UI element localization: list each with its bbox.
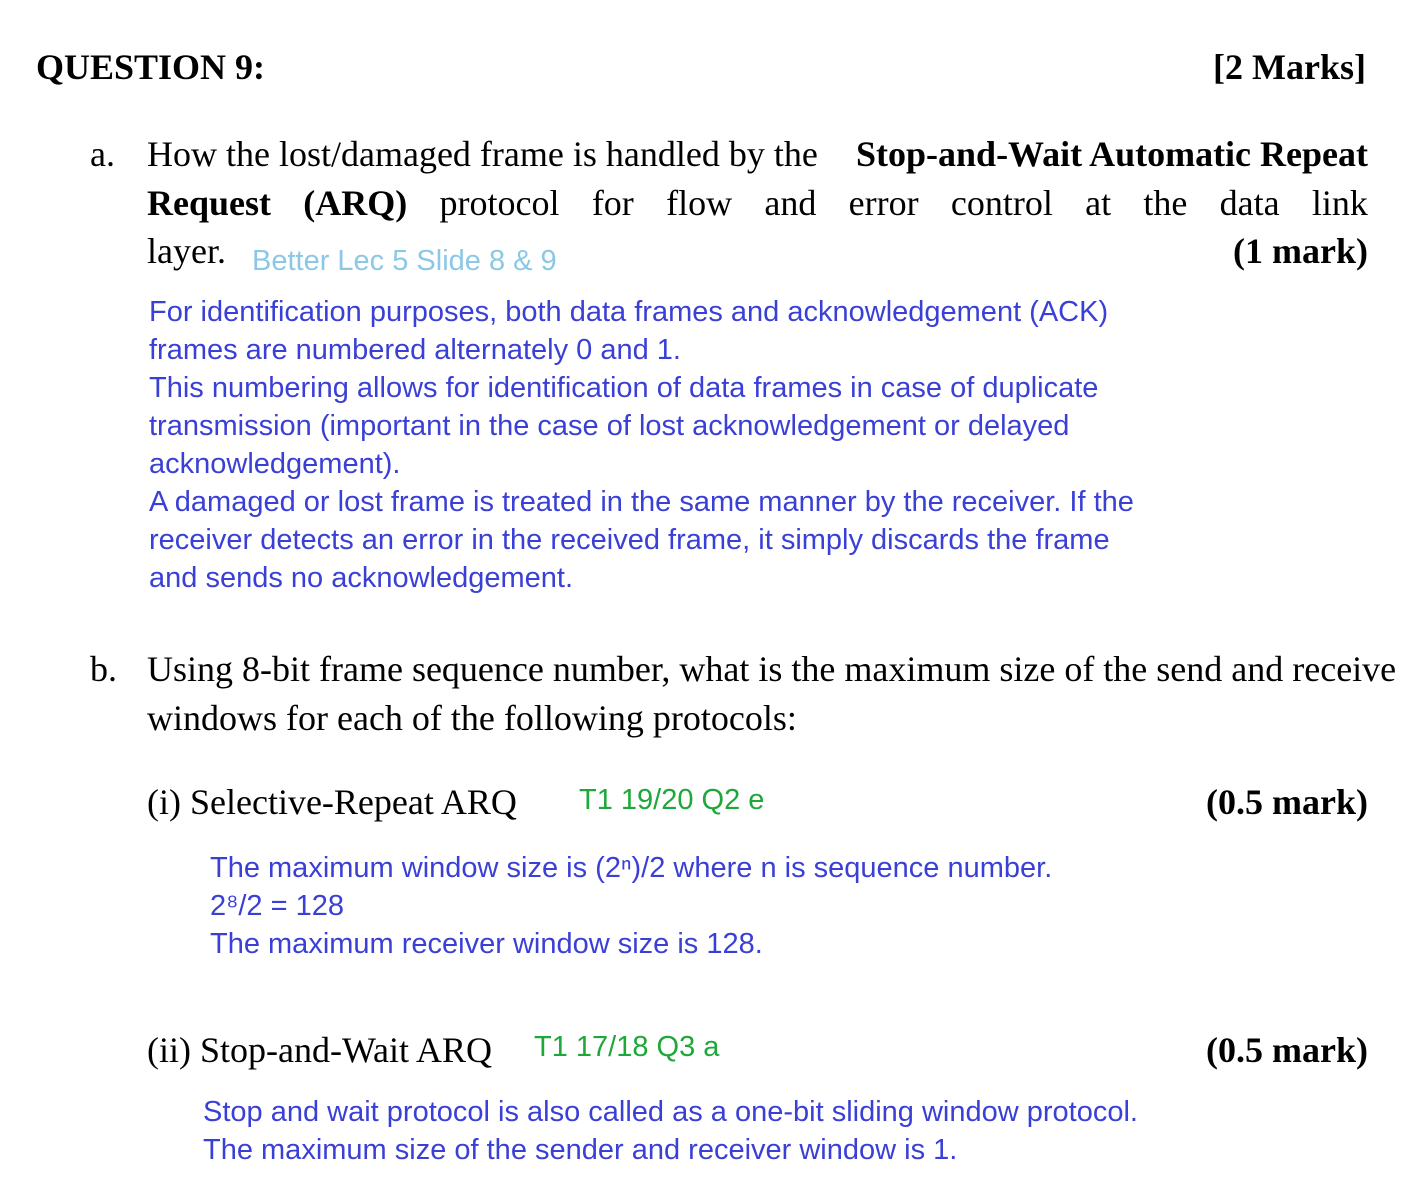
part-b-line2: windows for each of the following protocols:: [147, 698, 797, 738]
question-marks: [2 Marks]: [1213, 47, 1366, 87]
answer-line: acknowledgement).: [149, 448, 401, 480]
sub-i-mark: (0.5 mark): [1206, 782, 1368, 822]
answer-line: transmission (important in the case of lost acknowledgement or delayed: [149, 410, 1070, 442]
word: error: [848, 183, 919, 223]
word: (ARQ): [303, 183, 408, 223]
word: protocol: [439, 183, 560, 223]
part-a-line1-bold: Stop-and-Wait Automatic Repeat: [856, 134, 1368, 174]
sub-ii-answer: [203, 1093, 1138, 1169]
answer-line: The maximum size of the sender and receiver window is 1.: [203, 1134, 958, 1166]
part-a-line1-text: How the lost/damaged frame is handled by the: [147, 134, 827, 174]
sub-i-label: (i) Selective-Repeat ARQ: [147, 782, 517, 822]
word: for: [591, 183, 634, 223]
sub-i-answer: [210, 849, 1052, 963]
word: flow: [666, 183, 733, 223]
part-a-mark: (1 mark): [1233, 231, 1368, 271]
word: data: [1219, 183, 1280, 223]
answer-line: and sends no acknowledgement.: [149, 562, 574, 594]
answer-line: A damaged or lost frame is treated in the same manner by the receiver. If the: [149, 486, 1134, 518]
part-b-line1: Using 8-bit frame sequence number, what is the maximum size of the send and receive: [147, 649, 1397, 689]
answer-line: frames are numbered alternately 0 and 1.: [149, 334, 681, 366]
part-a-reference: Better Lec 5 Slide 8 & 9: [252, 245, 557, 277]
word: link: [1311, 183, 1368, 223]
answer-line: For identification purposes, both data frames and acknowledgement (ACK): [149, 296, 1109, 328]
word: at: [1085, 183, 1112, 223]
part-a-line3: layer.: [147, 231, 226, 271]
part-a-line2: [147, 182, 1368, 224]
answer-line: This numbering allows for identification of data frames in case of duplicate: [149, 372, 1099, 404]
word: Request: [147, 183, 271, 223]
sub-ii-label: (ii) Stop-and-Wait ARQ: [147, 1030, 493, 1070]
part-a-line1: [147, 133, 1368, 175]
sub-ii-reference: T1 17/18 Q3 a: [534, 1031, 720, 1063]
answer-line: The maximum window size is (2ⁿ)/2 where n is sequence number.: [210, 852, 1053, 884]
sub-i-reference: T1 19/20 Q2 e: [579, 784, 765, 816]
part-b-letter: b.: [90, 649, 117, 689]
word: the: [1143, 183, 1188, 223]
part-a-letter: a.: [90, 134, 115, 174]
answer-line: The maximum receiver window size is 128.: [210, 928, 763, 960]
question-title: QUESTION 9:: [36, 47, 266, 87]
part-a-answer: [149, 293, 1134, 597]
sub-ii-mark: (0.5 mark): [1206, 1030, 1368, 1070]
word: and: [764, 183, 817, 223]
answer-line: Stop and wait protocol is also called as a one-bit sliding window protocol.: [203, 1096, 1138, 1128]
word: control: [950, 183, 1053, 223]
answer-line: receiver detects an error in the received frame, it simply discards the frame: [149, 524, 1110, 556]
answer-line: 2⁸/2 = 128: [210, 890, 344, 922]
